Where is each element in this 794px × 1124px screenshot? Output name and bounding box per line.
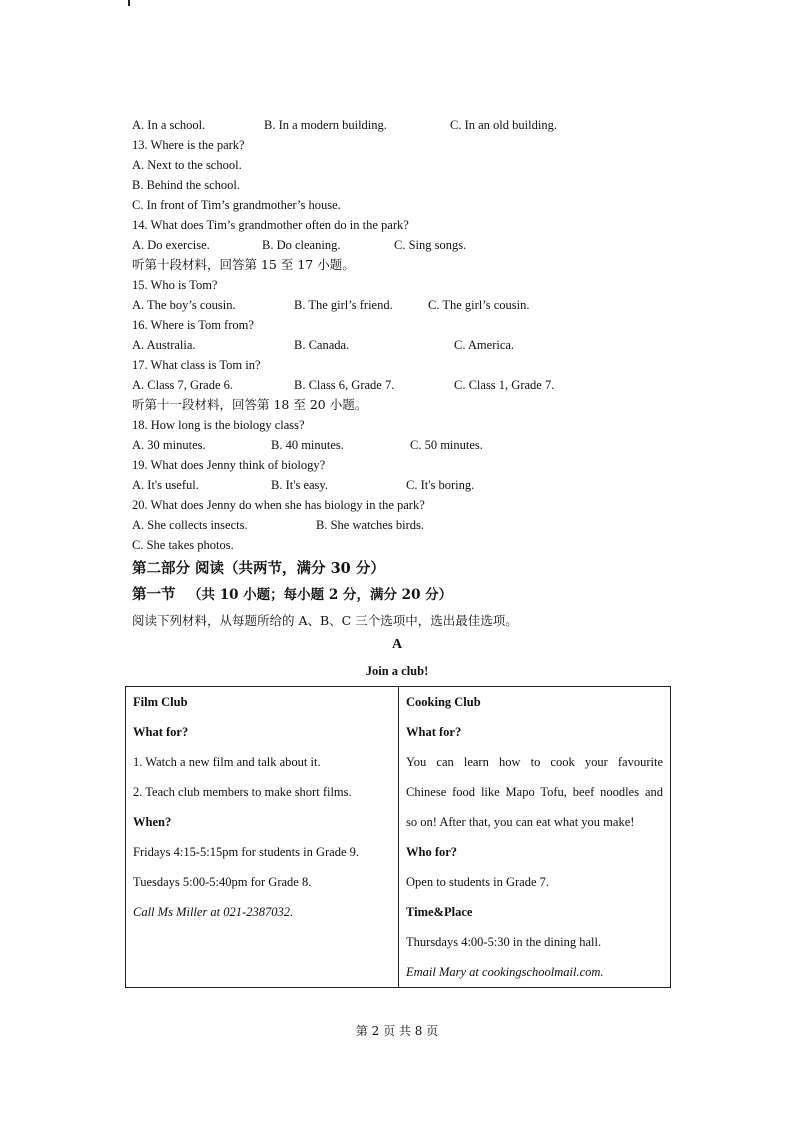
q20-option-b[interactable]: B. She watches birds. [316,518,424,532]
cooking-club-desc-1: You can learn how to cook your favourite [406,755,663,769]
section1-detail: （共 10 小题；每小题 2 分，满分 20 分） [188,587,453,603]
cooking-club-desc-3: so on! After that, you can eat what you make! [406,815,635,829]
cooking-club-contact: Email Mary at cookingschoolmail.com. [406,965,604,979]
clubs-table [125,686,671,988]
cooking-club-who: Open to students in Grade 7. [406,875,550,889]
section1-title: 第一节 [132,586,176,603]
film-club-time-1: Fridays 4:15-5:15pm for students in Grade 9. [133,845,360,859]
cooking-club-cell [399,687,671,988]
q16-option-c[interactable]: C. America. [454,338,515,352]
q17-option-c[interactable]: C. Class 1, Grade 7. [454,378,555,392]
q14-option-b[interactable]: B. Do cleaning. [262,238,341,252]
q15-option-b[interactable]: B. The girl’s friend. [294,298,393,312]
q14-option-a[interactable]: A. Do exercise. [132,238,210,252]
passage-label: A [391,637,403,652]
q16-option-a[interactable]: A. Australia. [132,338,196,352]
film-club-contact: Call Ms Miller at 021-2387032. [133,905,294,919]
q19-option-b[interactable]: B. It's easy. [271,478,328,492]
film-club-when: When? [133,815,172,829]
q19-option-a[interactable]: A. It's useful. [132,478,199,492]
cooking-club-what-for: What for? [406,725,462,739]
film-club-name: Film Club [133,695,188,709]
cooking-club-who-for: Who for? [406,845,458,859]
q19-option-c[interactable]: C. It's boring. [406,478,475,492]
film-club-cell [126,687,399,988]
cooking-club-tp: Thursdays 4:00-5:30 in the dining hall. [406,935,602,949]
q20-option-a[interactable]: A. She collects insects. [132,518,248,532]
q12-option-b[interactable]: B. In a modern building. [264,118,387,132]
cooking-club-name: Cooking Club [406,695,481,709]
q17-option-b[interactable]: B. Class 6, Grade 7. [294,378,395,392]
page-footer: 第 2 页 共 8 页 [355,1024,439,1038]
q12-option-a[interactable]: A. In a school. [132,118,206,132]
q18-option-b[interactable]: B. 40 minutes. [271,438,344,452]
q12-option-c[interactable]: C. In an old building. [450,118,557,132]
q18-option-a[interactable]: A. 30 minutes. [132,438,206,452]
q16-option-b[interactable]: B. Canada. [294,338,350,352]
q18-option-c[interactable]: C. 50 minutes. [410,438,483,452]
film-club-time-2: Tuesdays 5:00-5:40pm for Grade 8. [133,875,312,889]
passage-title: Join a club! [365,664,429,678]
cooking-club-time-place: Time&Place [406,905,473,919]
q14-option-c[interactable]: C. Sing songs. [394,238,467,252]
film-club-what-for: What for? [133,725,189,739]
q15-option-a[interactable]: A. The boy’s cousin. [132,298,236,312]
cooking-club-desc-2: Chinese food like Mapo Tofu, beef noodles and [406,785,663,799]
q15-option-c[interactable]: C. The girl’s cousin. [428,298,530,312]
film-club-item-2: 2. Teach club members to make short films. [133,785,352,799]
film-club-item-1: 1. Watch a new film and talk about it. [133,755,321,769]
scan-mark [128,0,130,6]
q17-option-a[interactable]: A. Class 7, Grade 6. [132,378,234,392]
